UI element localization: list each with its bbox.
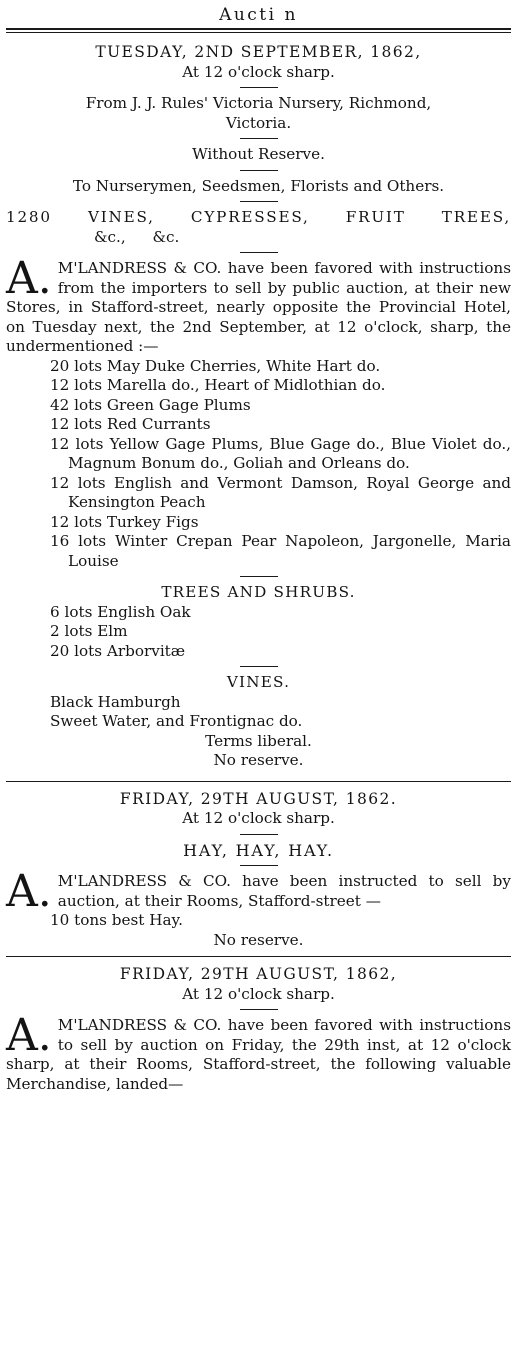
auction-ad-1: [6, 43, 511, 771]
fruit-lot-list: [6, 357, 511, 572]
ad1-headline-line1: 1280 VINES, CYPRESSES, FRUIT TREES,: [6, 208, 511, 226]
list-item: 42 lots Green Gage Plums: [50, 395, 251, 414]
trees-heading: TREES AND SHRUBS.: [161, 583, 356, 601]
ad2-intro-paragraph: [6, 866, 511, 917]
ad1-headline-line2: &c., &c.: [94, 227, 180, 246]
ad-divider: [6, 956, 511, 957]
ad2-intro-text: M'LANDRESS & CO. have been instructed to sell by auction, at their Rooms, Stafford-street —: [57, 872, 511, 910]
tree-lot-list: [6, 603, 511, 662]
list-item: 12 lots English and Vermont Damson, Royal George and Kensington Peach: [50, 473, 511, 511]
short-rule: [240, 87, 278, 88]
list-item: 10 tons best Hay.: [50, 911, 183, 929]
ad3-time: At 12 o'clock sharp.: [182, 984, 335, 1003]
short-rule: [240, 865, 278, 866]
list-item: 6 lots English Oak: [50, 602, 191, 621]
ad2-time: At 12 o'clock sharp.: [182, 809, 335, 827]
auction-ad-3: [6, 965, 511, 1094]
list-item: 20 lots May Duke Cherries, White Hart do.: [50, 356, 381, 375]
short-rule: [240, 170, 278, 171]
ad2-no-reserve: No reserve.: [213, 930, 304, 949]
list-item: 12 lots Marella do., Heart of Midlothian do.: [50, 376, 386, 394]
ad3-date: FRIDAY, 29TH AUGUST, 1862,: [119, 965, 398, 983]
ad1-source-line1: From J. J. Rules' Victoria Nursery, Richmond,: [85, 94, 432, 112]
drop-cap: A.: [6, 253, 52, 304]
short-rule: [240, 201, 278, 202]
ad1-reserve: Without Reserve.: [192, 145, 325, 163]
list-item: 12 lots Yellow Gage Plums, Blue Gage do., Blue Violet do., Magnum Bonum do., Goliah and Orleans do.: [50, 434, 511, 472]
ad1-no-reserve: No reserve.: [213, 751, 304, 769]
short-rule: [240, 252, 278, 253]
list-item: 2 lots Elm: [50, 622, 128, 640]
ad1-terms: Terms liberal.: [205, 731, 312, 750]
ad1-intro-paragraph: [6, 253, 511, 357]
ad3-intro-text: M'LANDRESS & CO. have been favored with instructions to sell by auction on Friday, the 29th inst, at 12 o'clock sharp, at their Rooms, Stafford-street, the following valuable Merchandise, landed—: [6, 1016, 511, 1093]
list-item: 12 lots Turkey Figs: [50, 512, 199, 531]
drop-cap: A.: [6, 1010, 52, 1061]
ad1-audience: To Nurserymen, Seedsmen, Florists and Others.: [72, 176, 445, 195]
short-rule: [240, 666, 278, 667]
list-item: 20 lots Arborvitæ: [50, 641, 186, 660]
list-item: 12 lots Red Currants: [50, 415, 211, 433]
ad1-time: At 12 o'clock sharp.: [182, 62, 335, 81]
ad1-intro-text: M'LANDRESS & CO. have been favored with instructions from the importers to sell by public auction, at their new Stores, in Stafford-street, nearly opposite the Provincial Hotel, on Tuesday next, the 2nd September, at 12 o'clock, sharp, the undermentioned :—: [6, 259, 511, 355]
ad1-date: TUESDAY, 2ND SEPTEMBER, 1862,: [95, 43, 422, 61]
ad1-source-line2: Victoria.: [225, 113, 292, 132]
short-rule: [240, 138, 278, 139]
drop-cap: A.: [6, 866, 52, 917]
short-rule: [240, 1009, 278, 1010]
vines-heading: VINES.: [226, 673, 291, 691]
ad2-headline: HAY, HAY, HAY.: [183, 840, 334, 860]
section-title: Aucti n: [219, 5, 298, 25]
list-item: Sweet Water, and Frontignac do.: [50, 712, 303, 730]
list-item: Black Hamburgh: [50, 692, 181, 711]
ad-divider: [6, 781, 511, 782]
auction-ad-2: [6, 790, 511, 951]
vine-lot-list: [6, 693, 511, 732]
short-rule: [240, 834, 278, 835]
list-item: 16 lots Winter Crepan Pear Napoleon, Jargonelle, Maria Louise: [50, 532, 511, 570]
double-rule: [6, 28, 511, 33]
ad2-date: FRIDAY, 29TH AUGUST, 1862.: [119, 789, 398, 808]
ad3-intro-paragraph: [6, 1010, 511, 1094]
short-rule: [240, 576, 278, 577]
